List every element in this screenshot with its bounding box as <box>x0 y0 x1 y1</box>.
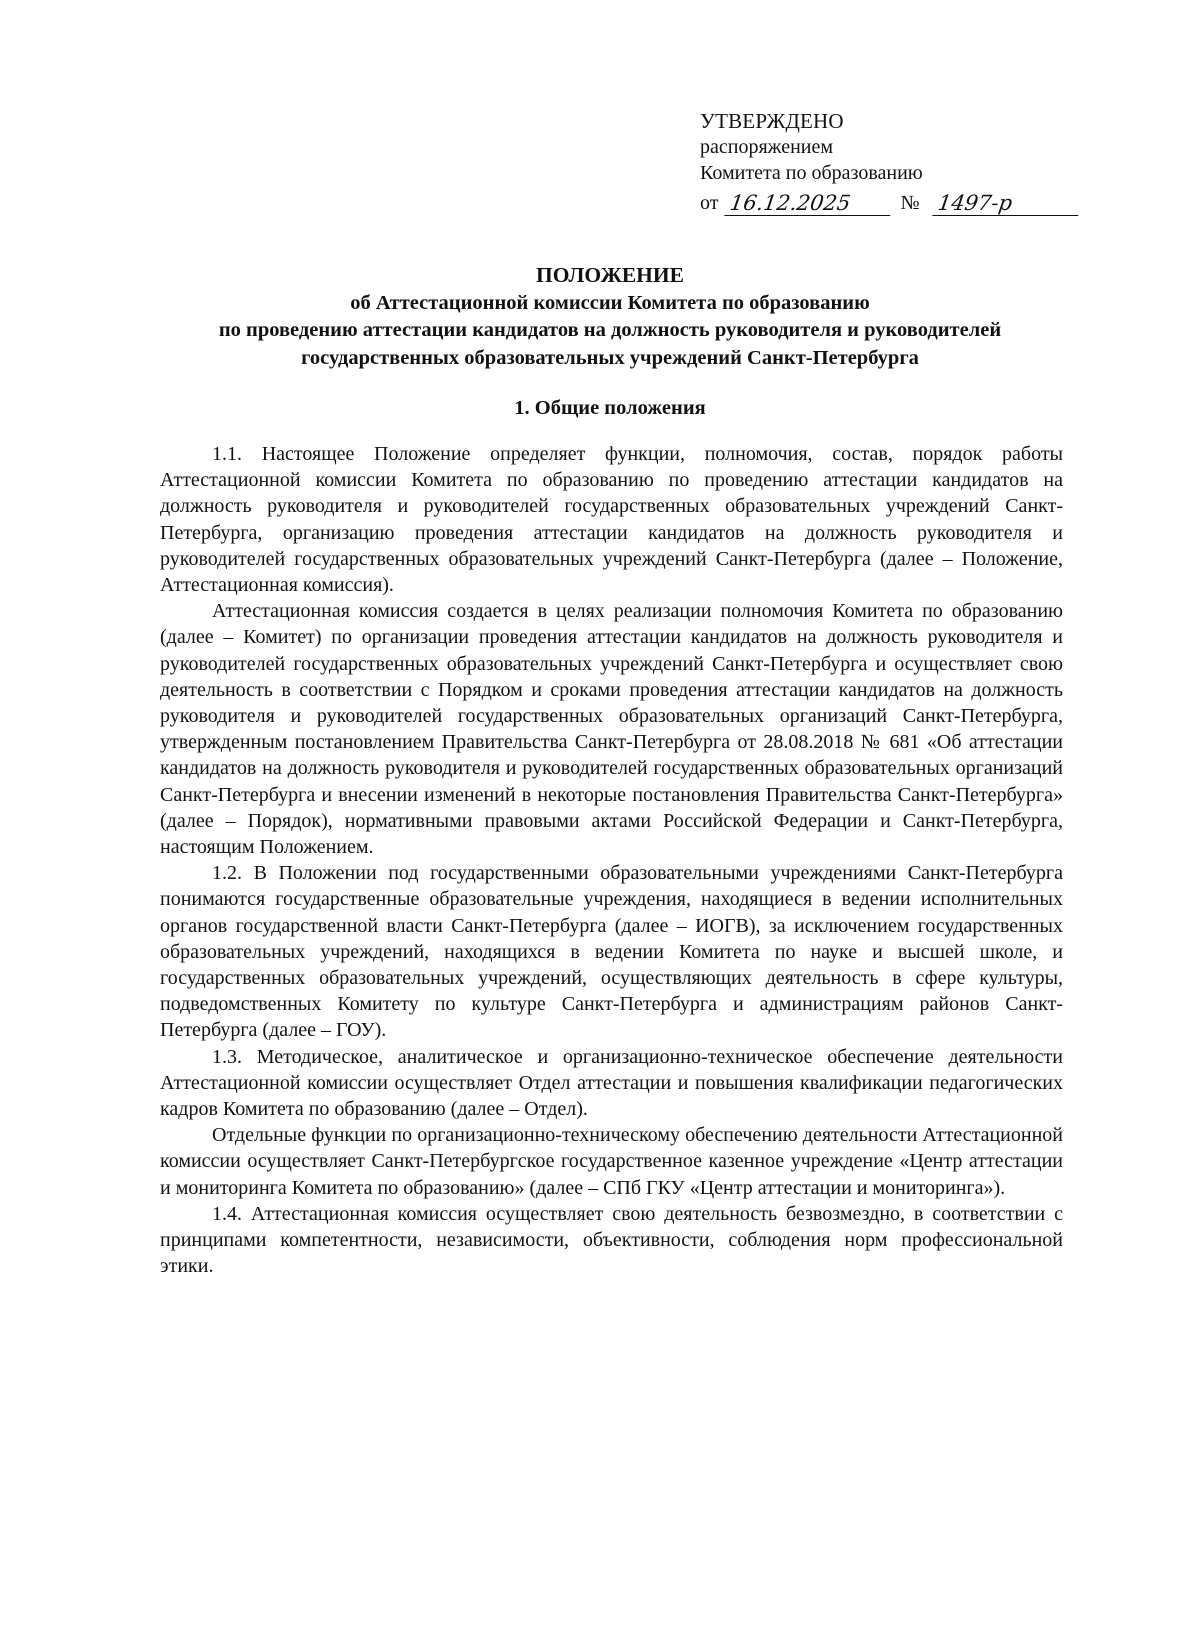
paragraph-1-2: 1.2. В Положении под государственными образовательными учреждениями Санкт-Петербурга понимаются государственные образовательные учреждения, находящиеся в ведении исполнительных органов государственной власти Санкт-Петербурга (далее – ИОГВ), за исключением государственных образовательных учреждений, находящихся в ведении Комитета по науке и высшей школе, и государственных образовательных учреждений, осуществляющих деятельность в сфере культуры, подведомственных Комитету по культуре Санкт-Петербурга и администрациям районов Санкт-Петербурга (далее – ГОУ). <box>160 862 1063 1042</box>
paragraph-1-4: 1.4. Аттестационная комиссия осуществляет свою деятельность безвозмездно, в соответствии с принципами компетентности, независимости, объективности, соблюдения норм профессиональной этики. <box>160 1202 1063 1278</box>
approval-stamp-title: УТВЕРЖДЕНО <box>700 109 844 133</box>
title-main: ПОЛОЖЕНИЕ <box>536 263 684 287</box>
paragraph-1-3-cont: Отдельные функции по организационно-техническому обеспечению деятельности Аттестационной комиссии осуществляет Санкт-Петербургское государственное казенное учреждение «Центр аттестации и мониторинга Комитета по образованию» (далее – СПб ГКУ «Центр аттестации и мониторинга»). <box>160 1124 1063 1199</box>
approval-line-committee: Комитета по образованию <box>700 162 923 184</box>
section-heading: 1. Общие положения <box>514 397 706 419</box>
title-line-2: по проведению аттестации кандидатов на должность руководителя и руководителей <box>218 319 1002 341</box>
document-title <box>160 262 1060 372</box>
title-line-3: государственных образовательных учреждений Санкт-Петербурга <box>301 346 919 369</box>
approval-order-line <box>700 186 1080 216</box>
approval-block <box>700 108 1080 216</box>
approval-line-order: распоряжением <box>700 136 834 158</box>
paragraph-1-1-cont: Аттестационная комиссия создается в целях реализации полномочия Комитета по образованию (далее – Комитет) по организации проведения аттестации кандидатов на должность руководителя и руководителей государственных образовательных учреждений Санкт-Петербурга и осуществляет свою деятельность в соответствии с Порядком и сроками проведения аттестации кандидатов на должность руководителя и руководителей государственных образовательных организаций Санкт-Петербурга, утвержденным постановлением Правительства Санкт-Петербурга от 28.08.2018 № 681 «Об аттестации кандидатов на должность руководителя и руководителей государственных образовательных организаций Санкт-Петербурга и внесении изменений в некоторые постановления Правительства Санкт-Петербурга» (далее – Порядок), нормативными правовыми актами Российской Федерации и Санкт-Петербурга, настоящим Положением. <box>160 600 1063 859</box>
order-date: 16.12.2025 <box>725 191 895 216</box>
from-label: от <box>700 192 719 214</box>
paragraph-1-3: 1.3. Методическое, аналитическое и организационно-техническое обеспечение деятельности Аттестационной комиссии осуществляет Отдел аттестации и повышения квалификации педагогических кадров Комитета по образованию (далее – Отдел). <box>160 1045 1063 1121</box>
number-label: № <box>900 192 920 214</box>
paragraph-1-1: 1.1. Настоящее Положение определяет функции, полномочия, состав, порядок работы Аттестационной комиссии Комитета по образованию по проведению аттестации кандидатов на должность руководителя и руководителей государственных образовательных учреждений Санкт-Петербурга, организацию проведения аттестации кандидатов на должность руководителя и руководителей государственных образовательных учреждений Санкт-Петербурга (далее – Положение, Аттестационная комиссия). <box>160 443 1063 597</box>
title-line-1: об Аттестационной комиссии Комитета по образованию <box>350 291 870 314</box>
order-number: 1497-р <box>932 191 1082 216</box>
body-text <box>160 441 1063 1280</box>
